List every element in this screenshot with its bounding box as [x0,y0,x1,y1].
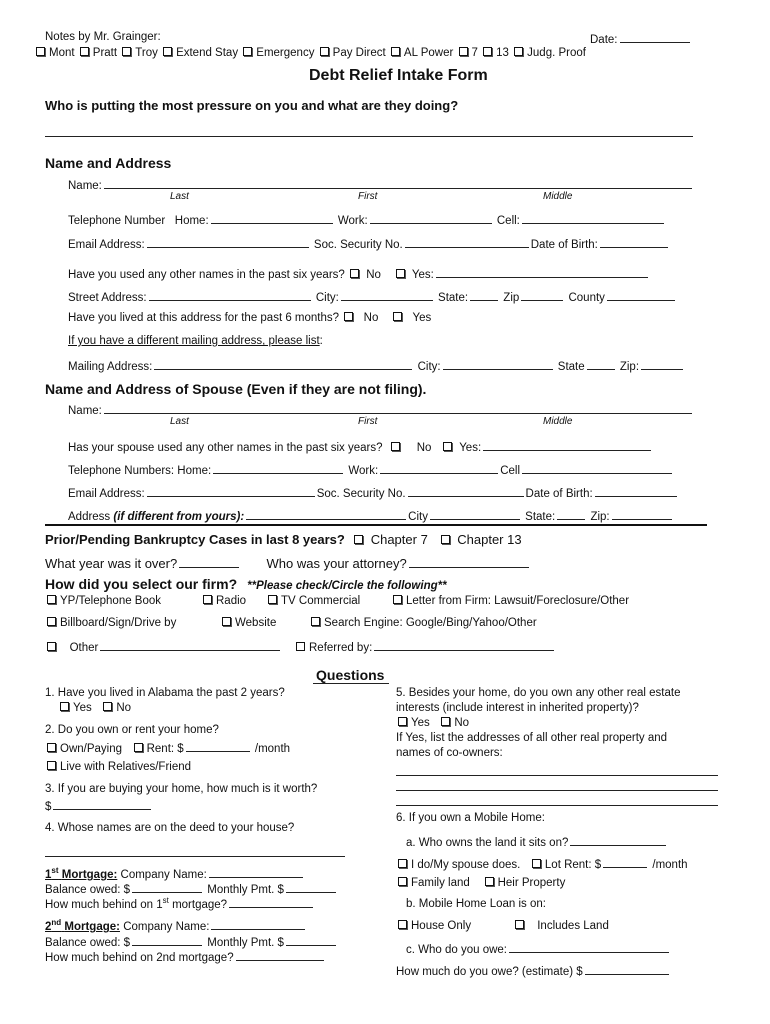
referred-field[interactable]: Referred by: [294,639,556,654]
spouse-last-label: Last [170,416,189,427]
checkbox-billboard[interactable]: Billboard/Sign/Drive by [45,617,176,629]
checkbox-search[interactable]: Search Engine: Google/Bing/Yahoo/Other [309,617,537,629]
questions-heading: Questions [316,667,385,683]
q5-no[interactable]: No [439,717,469,729]
mortgage1-company-field[interactable]: 1st Mortgage: Company Name: [45,866,305,881]
lived-6mo-row: Have you lived at this address for the past 6 months? No Yes [68,312,432,324]
mortgage1-balance-row [45,881,338,896]
bankruptcy-row: Prior/Pending Bankruptcy Cases in last 8 years? Chapter 7 Chapter 13 [45,532,522,547]
checkbox-yp[interactable]: YP/Telephone Book [45,595,161,607]
form-title: Debt Relief Intake Form [309,67,488,84]
mortgage2-monthly-field[interactable]: Monthly Pmt. $ [207,937,338,949]
other-names-row: Have you used any other names in the past six years? No Yes: [68,266,650,281]
other-names-no[interactable]: No [348,269,381,281]
email-field[interactable]: Email Address: [68,239,311,251]
spouse-home-phone-field[interactable]: Telephone Numbers: Home: [68,465,345,477]
spouse-other-names-yes[interactable]: Yes: [441,442,481,454]
q6-idomy-checkbox[interactable]: I do/My spouse does. [396,859,520,871]
chapter-7-checkbox[interactable]: Chapter 7 [352,532,428,547]
spouse-address-row [68,508,674,523]
q2-relatives[interactable]: Live with Relatives/Friend [45,761,191,773]
q3-worth-field[interactable]: $ [45,798,153,813]
spouse-first-label: First [358,416,378,427]
chapter-13-checkbox[interactable]: Chapter 13 [439,532,522,547]
office-checkbox-row [34,47,586,59]
ssn-field[interactable]: Soc. Security No. [314,239,531,251]
mortgage2-company-field[interactable]: 2nd Mortgage: Company Name: [45,918,307,933]
name-field[interactable]: Name: [68,177,694,192]
spouse-email-field[interactable]: Email Address: [68,488,317,500]
mailing-city-field[interactable]: City: [418,361,555,373]
owe-estimate-field[interactable]: How much do you owe? (estimate) $ [396,963,671,978]
spouse-work-phone-field[interactable]: Work: [348,465,500,477]
spouse-dob-field[interactable]: Date of Birth: [526,488,679,500]
spouse-phone-row [68,462,674,477]
spouse-other-names-row: Has your spouse used any other names in the past six years? No Yes: [68,439,653,454]
q6b-options [396,920,609,932]
q5-line-d: names of co-owners: [396,747,503,759]
dob-field[interactable]: Date of Birth: [531,239,670,251]
mortgage2-balance-field[interactable]: Balance owed: $ [45,937,204,949]
checkbox-troy[interactable]: Troy [120,47,158,59]
q1-no[interactable]: No [101,702,131,714]
q5-line-c: If Yes, list the addresses of all other real property and [396,732,668,744]
mortgage1-monthly-field[interactable]: Monthly Pmt. $ [207,884,338,896]
checkbox-emergency[interactable]: Emergency [241,47,314,59]
checkbox-mont[interactable]: Mont [34,47,75,59]
mailing-note: If you have a different mailing address, please list: [68,335,323,347]
attorney-field[interactable]: Who was your attorney? [267,556,531,571]
lived-6mo-yes[interactable]: Yes [391,312,431,324]
spouse-city-field[interactable]: City [408,511,522,523]
q6-text: 6. If you own a Mobile Home: [396,812,545,824]
spouse-middle-label: Middle [543,416,573,427]
year-row [45,556,531,571]
spouse-zip-field[interactable]: Zip: [590,511,673,523]
q6-family-checkbox[interactable]: Family land [396,877,470,889]
street-row [68,289,677,304]
checkbox-13[interactable]: 13 [481,47,509,59]
pressure-question: Who is putting the most pressure on you and what are they doing? [45,98,459,113]
section-divider [45,524,707,526]
q5-answer-line-1[interactable] [396,775,718,776]
checkbox-pay-direct[interactable]: Pay Direct [318,47,386,59]
mailing-zip-field[interactable]: Zip: [620,361,685,373]
checkbox-extend-stay[interactable]: Extend Stay [161,47,238,59]
firm-heading-row: How did you select our firm? **Please check/Circle the following** [45,576,447,592]
date-field[interactable] [590,31,692,46]
last-label: Last [170,191,189,202]
q5-options [396,717,469,729]
q5-line-b: interests (include interest in inherited property)? [396,702,639,714]
checkbox-website[interactable]: Website [220,617,276,629]
city-field[interactable]: City: [316,292,435,304]
checkbox-tv[interactable]: TV Commercial [266,595,360,607]
q6c-field[interactable]: c. Who do you owe: [406,941,671,956]
spouse-other-names-no[interactable]: No [389,442,431,454]
mailing-state-field[interactable]: State [558,361,617,373]
checkbox-radio[interactable]: Radio [201,595,246,607]
spouse-address-field[interactable]: Address (if different from yours): [68,511,408,523]
q6-house-only-checkbox[interactable]: House Only [396,920,471,932]
home-phone-field[interactable]: Home: [175,215,335,227]
first-label: First [358,191,378,202]
lived-6mo-no[interactable]: No [342,312,378,324]
street-field[interactable]: Street Address: [68,292,313,304]
checkbox-judg-proof[interactable]: Judg. Proof [512,47,586,59]
q2-text: 2. Do you own or rent your home? [45,724,219,736]
q4-answer-line[interactable] [45,856,345,857]
q6-heir-checkbox[interactable]: Heir Property [483,877,566,889]
q5-line-a: 5. Besides your home, do you own any other real estate [396,687,681,699]
checkbox-pratt[interactable]: Pratt [78,47,117,59]
state-field[interactable]: State: [438,292,500,304]
spouse-email-row [68,485,679,500]
spouse-state-field[interactable]: State: [525,511,587,523]
notes-label: Notes by Mr. Grainger: [45,31,161,43]
q6a-options: I do/My spouse does. Lot Rent: $ /month [396,856,688,871]
date-label: Date: [590,34,618,46]
mortgage2-behind-field[interactable]: How much behind on 2nd mortgage? [45,949,326,964]
county-field[interactable]: County [568,292,676,304]
q2-rent[interactable]: Rent: $ [132,743,252,755]
q5-answer-line-3[interactable] [396,805,718,806]
questions-underline [313,683,389,684]
spouse-ssn-field[interactable]: Soc. Security No. [317,488,526,500]
q5-answer-line-2[interactable] [396,790,718,791]
work-phone-field[interactable]: Work: [338,215,494,227]
q1-text: 1. Have you lived in Alabama the past 2 years? [45,687,285,699]
telephone-row: Telephone Number Home: Work: Cell: [68,212,666,227]
year-over-field[interactable]: What year was it over? [45,556,241,571]
email-row [68,236,670,251]
spouse-name-field[interactable]: Name: [68,402,694,417]
mailing-row [68,358,685,373]
pressure-answer-line[interactable] [45,136,693,137]
cell-phone-field[interactable]: Cell: [497,215,666,227]
q6b-text: b. Mobile Home Loan is on: [406,898,546,910]
checkbox-other[interactable]: Other [45,639,282,654]
q6-includes-land-checkbox[interactable]: Includes Land [513,920,609,932]
spouse-heading: Name and Address of Spouse (Even if they are not filing). [45,381,427,397]
q2-own[interactable]: Own/Paying [45,743,122,755]
q2-options: Own/Paying Rent: $ /month [45,740,290,755]
q3-text: 3. If you are buying your home, how much is it worth? [45,783,318,795]
other-names-yes[interactable]: Yes: [394,269,434,281]
mortgage1-behind-field[interactable]: How much behind on 1st mortgage? [45,896,315,911]
name-address-heading: Name and Address [45,155,172,171]
checkbox-letter[interactable]: Letter from Firm: Lawsuit/Foreclosure/Other [391,595,629,607]
mailing-field[interactable]: Mailing Address: [68,361,414,373]
mortgage2-balance-row [45,934,338,949]
q6-lotrent-field[interactable]: Lot Rent: $ [530,859,649,871]
q6a-field[interactable]: a. Who owns the land it sits on? [406,834,668,849]
checkbox-al-power[interactable]: AL Power [389,47,453,59]
middle-label: Middle [543,191,573,202]
q5-yes[interactable]: Yes [396,717,430,729]
q6-land-options [396,877,565,889]
checkbox-7[interactable]: 7 [457,47,478,59]
mortgage1-balance-field[interactable]: Balance owed: $ [45,884,204,896]
spouse-cell-field[interactable]: Cell [500,465,674,477]
q1-yes[interactable]: Yes [58,702,92,714]
q1-options [58,702,131,714]
q4-text: 4. Whose names are on the deed to your house? [45,822,295,834]
zip-field[interactable]: Zip [503,292,565,304]
